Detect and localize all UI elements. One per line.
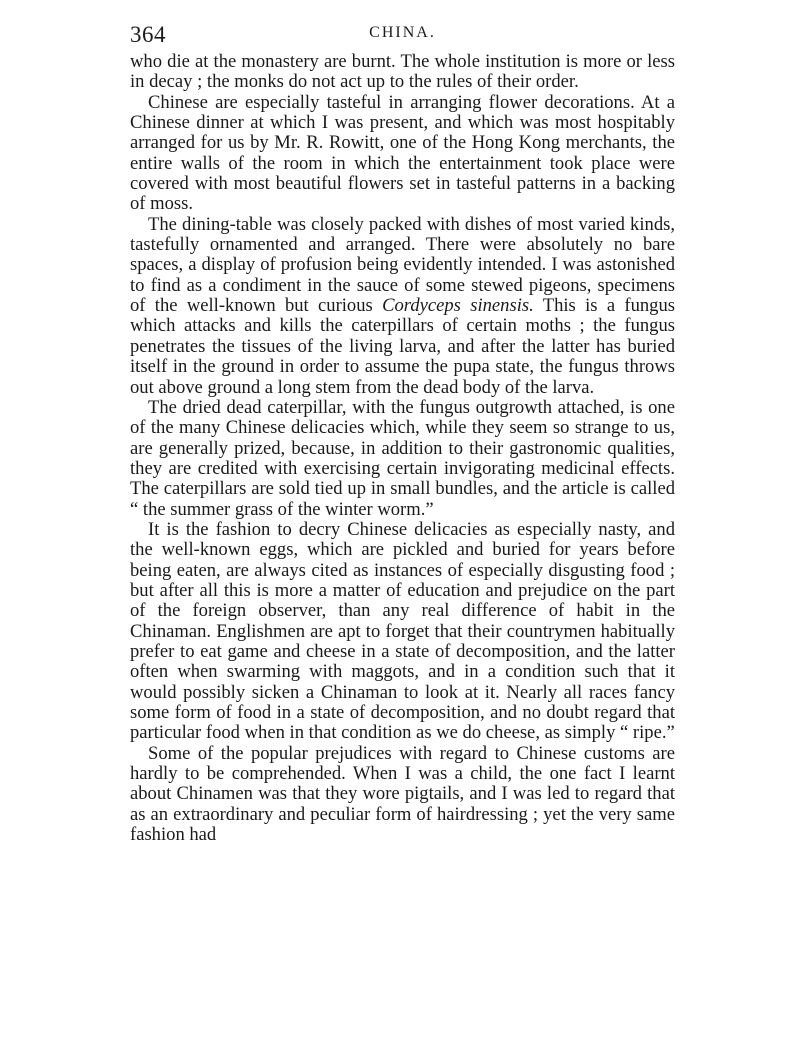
running-header bbox=[130, 18, 675, 52]
paragraph-2: Chinese are especially tasteful in arranging flower decorations. At a Chinese dinner at which I was present, and which was most hospitably arranged for us by Mr. R. Rowitt, one of the Hong Kong merchants, the entire walls of the room in which the entertainment took place were covered with most beautiful flowers set in tasteful patterns in a backing of moss. bbox=[130, 91, 675, 215]
species-name-italic: Cordyceps sinensis. bbox=[382, 295, 534, 317]
running-title: CHINA. bbox=[369, 24, 436, 41]
paragraph-5: It is the fashion to decry Chinese delicacies as especially nasty, and the well-known eggs, which are pickled and buried for years before being eaten, are always cited as instances of especially disgusting food ; but after all this is more a matter of education and prejudice on the part of the foreign observer, than any real difference of habit in the Chinaman. Englishmen are apt to forget that their countrymen habitually prefer to eat game and cheese in a state of decomposition, and the latter often when swarming with maggots, and in a condition such that it would possibly sicken a Chinaman to look at it. Nearly all races fancy some form of food in a state of decomposition, and no doubt regard that particular food when in that condition as we do cheese, as simply “ ripe.” bbox=[130, 518, 675, 744]
page-number: 364 bbox=[130, 22, 166, 47]
book-page bbox=[130, 18, 675, 845]
paragraph-6: Some of the popular prejudices with regard to Chinese customs are hardly to be comprehended. When I was a child, the one fact I learnt about Chinamen was that they wore pigtails, and I was led to regard that as an extraordinary and peculiar form of hairdressing ; yet the very same fashion had bbox=[130, 742, 675, 846]
paragraph-1: who die at the monastery are burnt. The whole institution is more or less in decay ; the monks do not act up to the rules of their order. bbox=[130, 51, 675, 93]
paragraph-4: The dried dead caterpillar, with the fungus outgrowth attached, is one of the many Chinese delicacies which, while they seem so strange to us, are generally prized, because, in addition to their gastronomic qualities, they are credited with exercising certain invigorating medicinal effects. The caterpillars are sold tied up in small bundles, and the article is called “ the summer grass of the winter worm.” bbox=[130, 396, 675, 520]
paragraph-3 bbox=[130, 215, 675, 398]
body-text bbox=[130, 52, 675, 845]
paragraph-3-text-after: This is a fungus which attacks and kills the caterpillars of certain moths ; the fungus penetrates the tissues of the living larva, and after the latter has buried itself in the ground in order to assume the pupa state, the fungus throws out above ground a long stem from the dead body of the larva. bbox=[130, 295, 675, 398]
paragraph-3-text-before: The dining-table was closely packed with dishes of most varied kinds, tastefully ornamented and arranged. There were absolutely no bare spaces, a display of profusion being evidently intended. I was astonished to find as a condiment in the sauce of some stewed pigeons, specimens of the well-known but curious bbox=[130, 213, 675, 317]
